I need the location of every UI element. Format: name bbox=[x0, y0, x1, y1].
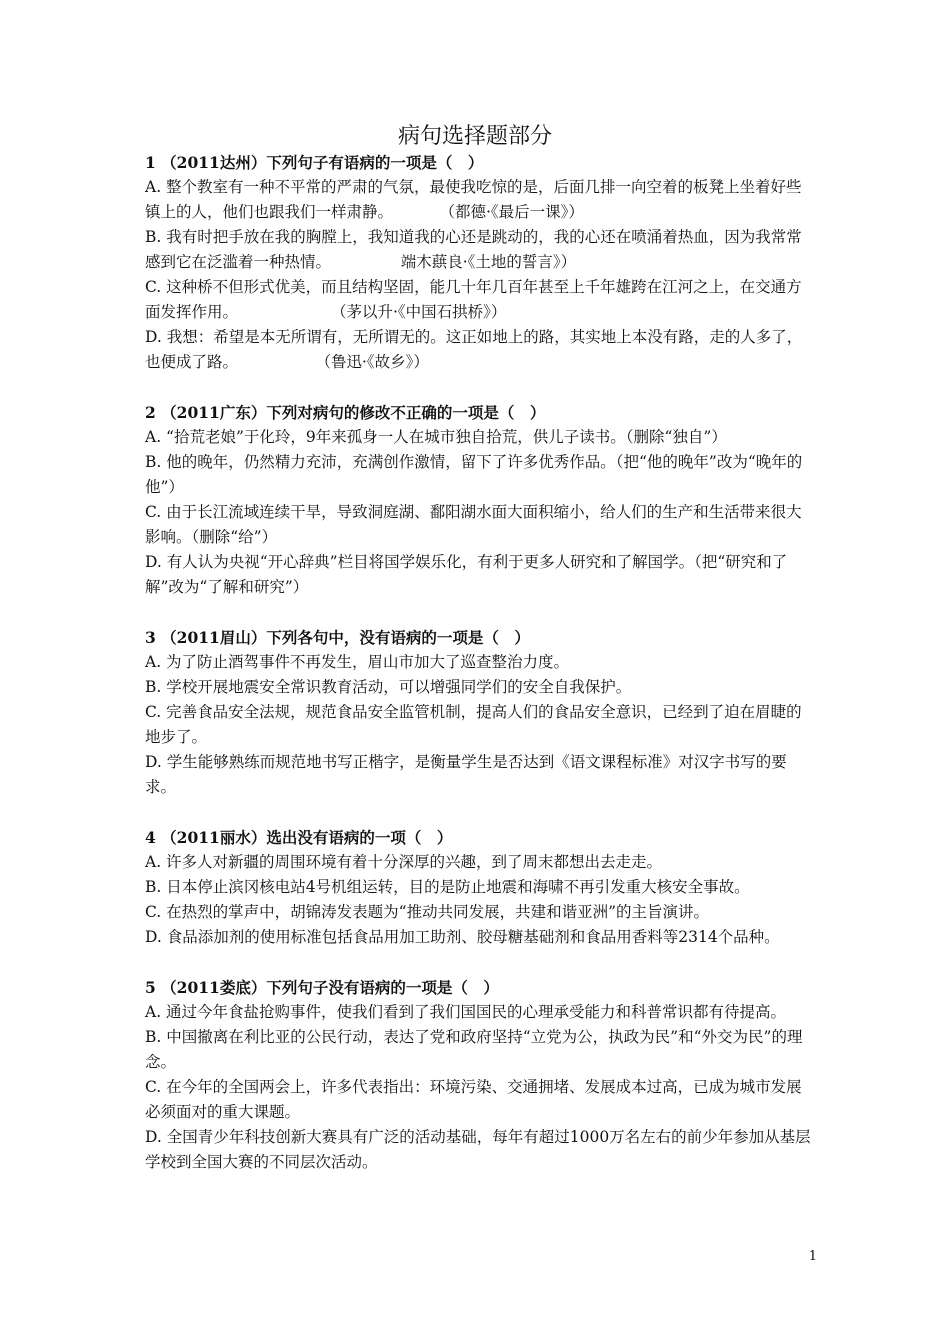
page-title: 病句选择题部分 bbox=[397, 124, 552, 149]
option-a: A. 许多人对新疆的周围环境有着十分深厚的兴趣，到了周末都想出去走走。 bbox=[145, 853, 663, 871]
question-list bbox=[145, 150, 817, 1175]
option-c: C. 由于长江流域连续干旱，导致洞庭湖、鄱阳湖水面大面积缩小，给人们的生产和生活带来很大影响。（删除“给”） bbox=[145, 503, 802, 546]
option-a: A. 通过今年食盐抢购事件，使我们看到了我们国国民的心理承受能力和科普常识都有待提高。 bbox=[145, 1003, 787, 1021]
option-d: D. 学生能够熟练而规范地书写正楷字，是衡量学生是否达到《语文课程标准》对汉字书写的要求。 bbox=[145, 753, 787, 796]
option-c: C. 在热烈的掌声中，胡锦涛发表题为“推动共同发展，共建和谐亚洲”的主旨演讲。 bbox=[145, 903, 710, 921]
option-d: D. 食品添加剂的使用标准包括食品用加工助剂、胶母糖基础剂和食品用香料等2314个品种。 bbox=[145, 928, 780, 946]
option-b: B. 中国撤离在利比亚的公民行动，表达了党和政府坚持“立党为公，执政为民”和“外交为民”的理念。 bbox=[145, 1028, 803, 1071]
question-stem: 3 （2011眉山）下列各句中，没有语病的一项是（ ） bbox=[145, 628, 530, 647]
option-a: A. “拾荒老娘”于化玲，9年来孤身一人在城市独自拾荒，供儿子读书。（删除“独自”） bbox=[145, 428, 727, 446]
question-4 bbox=[145, 825, 817, 950]
option-b: B. 学校开展地震安全常识教育活动，可以增强同学们的安全自我保护。 bbox=[145, 678, 632, 696]
question-2 bbox=[145, 400, 817, 600]
option-d: D. 有人认为央视“开心辞典”栏目将国学娱乐化，有利于更多人研究和了解国学。（把“研究和了解”改为“了解和研究”） bbox=[145, 553, 788, 596]
question-stem: 4 （2011丽水）选出没有语病的一项（ ） bbox=[145, 828, 453, 847]
option-b: B. 他的晚年，仍然精力充沛，充满创作激情，留下了许多优秀作品。（把“他的晚年”改为“晚年的他”） bbox=[145, 453, 803, 496]
option-a: A. 为了防止酒驾事件不再发生，眉山市加大了巡查整治力度。 bbox=[145, 653, 570, 671]
question-stem: 1 （2011达州）下列句子有语病的一项是（ ） bbox=[145, 153, 484, 172]
question-3 bbox=[145, 625, 817, 800]
option-c: C. 这种桥不但形式优美，而且结构坚固，能几十年几百年甚至上千年雄跨在江河之上，在交通方面发挥作用。 （茅以升·《中国石拱桥》） bbox=[145, 278, 802, 321]
option-c: C. 完善食品安全法规，规范食品安全监管机制，提高人们的食品安全意识，已经到了迫在眉睫的地步了。 bbox=[145, 703, 802, 746]
option-b: B. 我有时把手放在我的胸膛上，我知道我的心还是跳动的，我的心还在喷涌着热血，因为我常常感到它在泛滥着一种热情。 端木蕻良·《土地的誓言》） bbox=[145, 228, 802, 271]
option-c: C. 在今年的全国两会上，许多代表指出：环境污染、交通拥堵、发展成本过高，已成为城市发展必须面对的重大课题。 bbox=[145, 1078, 802, 1121]
option-b: B. 日本停止滨冈核电站4号机组运转，目的是防止地震和海啸不再引发重大核安全事故。 bbox=[145, 878, 750, 896]
question-1 bbox=[145, 150, 817, 375]
option-d: D. 我想：希望是本无所谓有，无所谓无的。这正如地上的路，其实地上本没有路，走的人多了，也便成了路。 （鲁迅·《故乡》） bbox=[145, 328, 803, 371]
question-stem: 5 （2011娄底）下列句子没有语病的一项是（ ） bbox=[145, 978, 499, 997]
question-stem: 2 （2011广东）下列对病句的修改不正确的一项是（ ） bbox=[145, 403, 546, 422]
option-d: D. 全国青少年科技创新大赛具有广泛的活动基础，每年有超过1000万名左右的前少年参加从基层学校到全国大赛的不同层次活动。 bbox=[145, 1128, 811, 1171]
page-number: 1 bbox=[808, 1249, 817, 1264]
question-5 bbox=[145, 975, 817, 1175]
option-a: A. 整个教室有一种不平常的严肃的气氛，最使我吃惊的是，后面几排一向空着的板凳上坐着好些镇上的人，他们也跟我们一样肃静。 （都德·《最后一课》） bbox=[145, 178, 802, 221]
